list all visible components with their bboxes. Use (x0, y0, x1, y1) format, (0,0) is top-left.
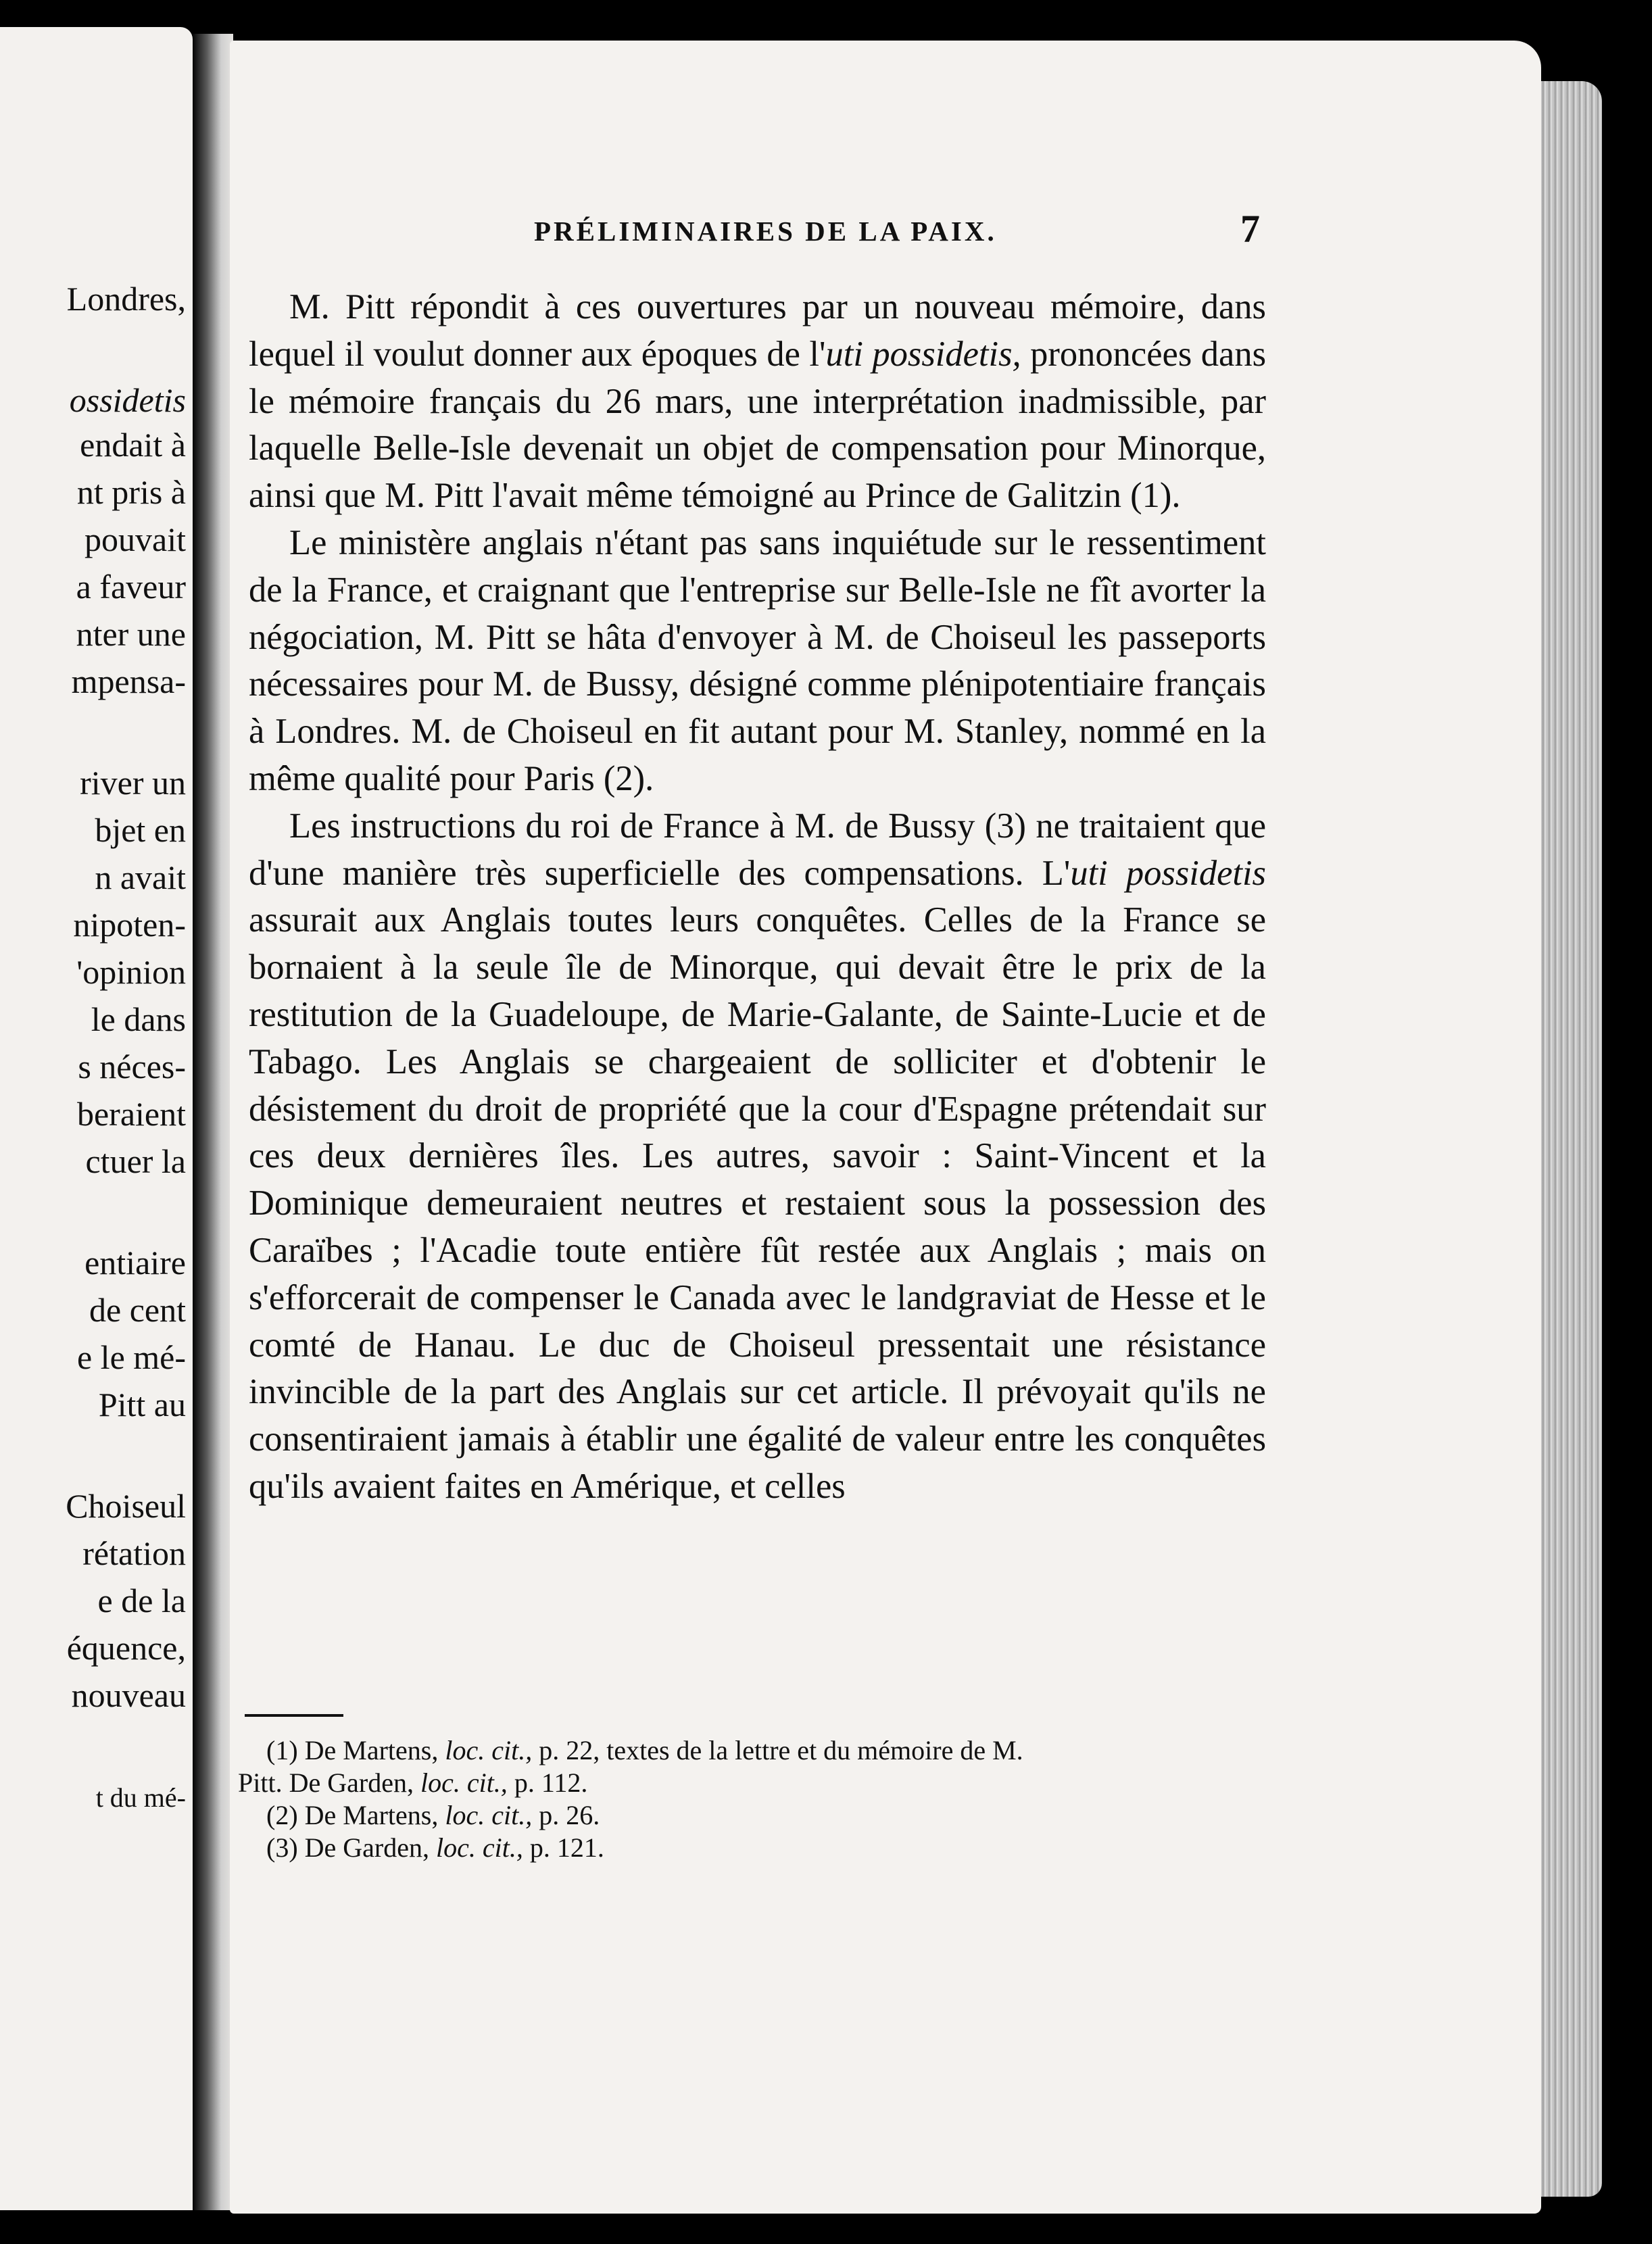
facing-page-line-fragment: ctuer la (85, 1142, 186, 1180)
facing-page-line-fragment: pouvait (84, 520, 186, 558)
facing-page-line-fragment: le dans (91, 1000, 186, 1038)
text-run: p. 112. (507, 1767, 588, 1798)
facing-page-line-fragment: river un (80, 764, 186, 802)
facing-page-line-fragment: Pitt au (98, 1386, 186, 1423)
facing-page-line-fragment: bjet en (95, 811, 186, 849)
book-gutter (193, 34, 233, 2210)
paragraph-1 (249, 284, 1266, 520)
text-run: prononcées dans le mémoire français du 26 mars, une interprétation inadmissible, par laquelle Belle-Isle devenait un objet de compensation pour Minorque, ainsi que M. Pitt l'avait même témoigné au Prince de Galitzin (1). (249, 334, 1266, 516)
facing-page-line-fragment: rétation (82, 1534, 186, 1572)
text-run: p. 26. (532, 1800, 600, 1830)
footnotes (238, 1734, 1265, 1864)
italic-term: loc. cit., (445, 1800, 533, 1830)
facing-page-line-fragment: 'opinion (76, 953, 186, 991)
footnote-1-continued (238, 1767, 1265, 1799)
facing-page-line-fragment: nouveau (71, 1676, 186, 1714)
facing-page-line-fragment: nt pris à (76, 473, 186, 511)
facing-page-line-fragment: n avait (95, 858, 186, 896)
facing-page-line-fragment: nipoten- (73, 906, 186, 944)
italic-term: loc. cit., (445, 1735, 533, 1765)
facing-page-line-fragment: e le mé- (76, 1338, 186, 1376)
text-run: p. 121. (523, 1832, 604, 1863)
facing-page-line-fragment: e de la (97, 1582, 186, 1619)
italic-term: uti possidetis, (825, 334, 1021, 374)
facing-page-line-fragment: s néces- (78, 1048, 186, 1086)
facing-page-line-fragment: ossidetis (69, 381, 186, 419)
facing-page-line-fragment: de cent (89, 1291, 186, 1329)
text-run: Les instructions du roi de France à M. de Bussy (3) ne traitaient que d'une manière très superficielle des compensations. L' (249, 806, 1266, 893)
facing-page-line-fragment: Londres, (66, 280, 186, 318)
footnote-3 (238, 1832, 1265, 1864)
facing-page-line-fragment: nter une (76, 615, 186, 653)
paragraph-2: Le ministère anglais n'étant pas sans inquiétude sur le ressentiment de la France, et craignant que l'entreprise sur Belle-Isle ne fît avorter la négociation, M. Pitt se hâta d'envoyer à M. de Choiseul les passeports nécessaires pour M. de Bussy, désigné comme plénipotentiaire français à Londres. M. de Choiseul en fit autant pour M. Stanley, nommé en la même qualité pour Paris (2). (249, 522, 1266, 798)
text-run: p. 22, textes de la lettre et du mémoire de M. (532, 1735, 1023, 1765)
text-run: Pitt. De Garden, (238, 1767, 420, 1798)
facing-page-line-fragment: beraient (76, 1095, 186, 1133)
footnote-1 (238, 1734, 1265, 1767)
facing-page-line-fragment: entiaire (84, 1244, 186, 1282)
page-edges (1541, 81, 1602, 2197)
italic-term: loc. cit., (420, 1767, 508, 1798)
footnote-2 (238, 1799, 1265, 1832)
text-run: (2) De Martens, (266, 1800, 445, 1830)
italic-term: loc. cit., (436, 1832, 523, 1863)
text-run: assurait aux Anglais toutes leurs conquêtes. Celles de la France se bornaient à la seule île de Minorque, qui devait être le prix de la restitution de la Guadeloupe, de Marie-Galante, de Sainte-Lucie et de Tabago. Les Anglais se chargeaient de solliciter et d'obtenir le désistement du droit de propriété que la cour d'Espagne prétendait sur ces deux dernières îles. Les autres, savoir : Saint-Vincent et la Dominique demeuraient neutres et restaient sous la possession des Caraïbes ; l'Acadie toute entière fût restée aux Anglais ; mais on s'efforcerait de compenser le Canada avec le landgraviat de Hesse et le comté de Hanau. Le duc de Choiseul pressentait une résistance invincible de la part des Anglais sur cet article. Il prévoyait qu'ils ne consentiraient jamais à établir une égalité de valeur entre les conquêtes qu'ils avaient faites en Amérique, et celles (249, 900, 1266, 1506)
paragraph-3 (249, 803, 1266, 1511)
facing-page-line-fragment: mpensa- (71, 662, 186, 700)
facing-page-line-fragment: Choiseul (66, 1487, 186, 1525)
running-head: PRÉLIMINAIRES DE LA PAIX. (534, 216, 997, 247)
text-run: (3) De Garden, (266, 1832, 436, 1863)
facing-page-line-fragment: endait à (80, 426, 186, 464)
facing-page-line-fragment: a faveur (76, 568, 186, 606)
body-text (249, 284, 1266, 1511)
facing-page-line-fragment: équence, (66, 1629, 186, 1667)
italic-term: uti possidetis (1070, 853, 1266, 893)
page-number: 7 (1240, 207, 1260, 251)
text-run: (1) De Martens, (266, 1735, 445, 1765)
footnote-rule (245, 1714, 343, 1717)
facing-page-line-fragment: t du mé- (95, 1782, 186, 1813)
previous-page (0, 27, 193, 2210)
text-run: M. Pitt répondit à ces ouvertures par un nouveau mémoire, dans lequel il voulut donner aux époques de l' (249, 287, 1266, 374)
